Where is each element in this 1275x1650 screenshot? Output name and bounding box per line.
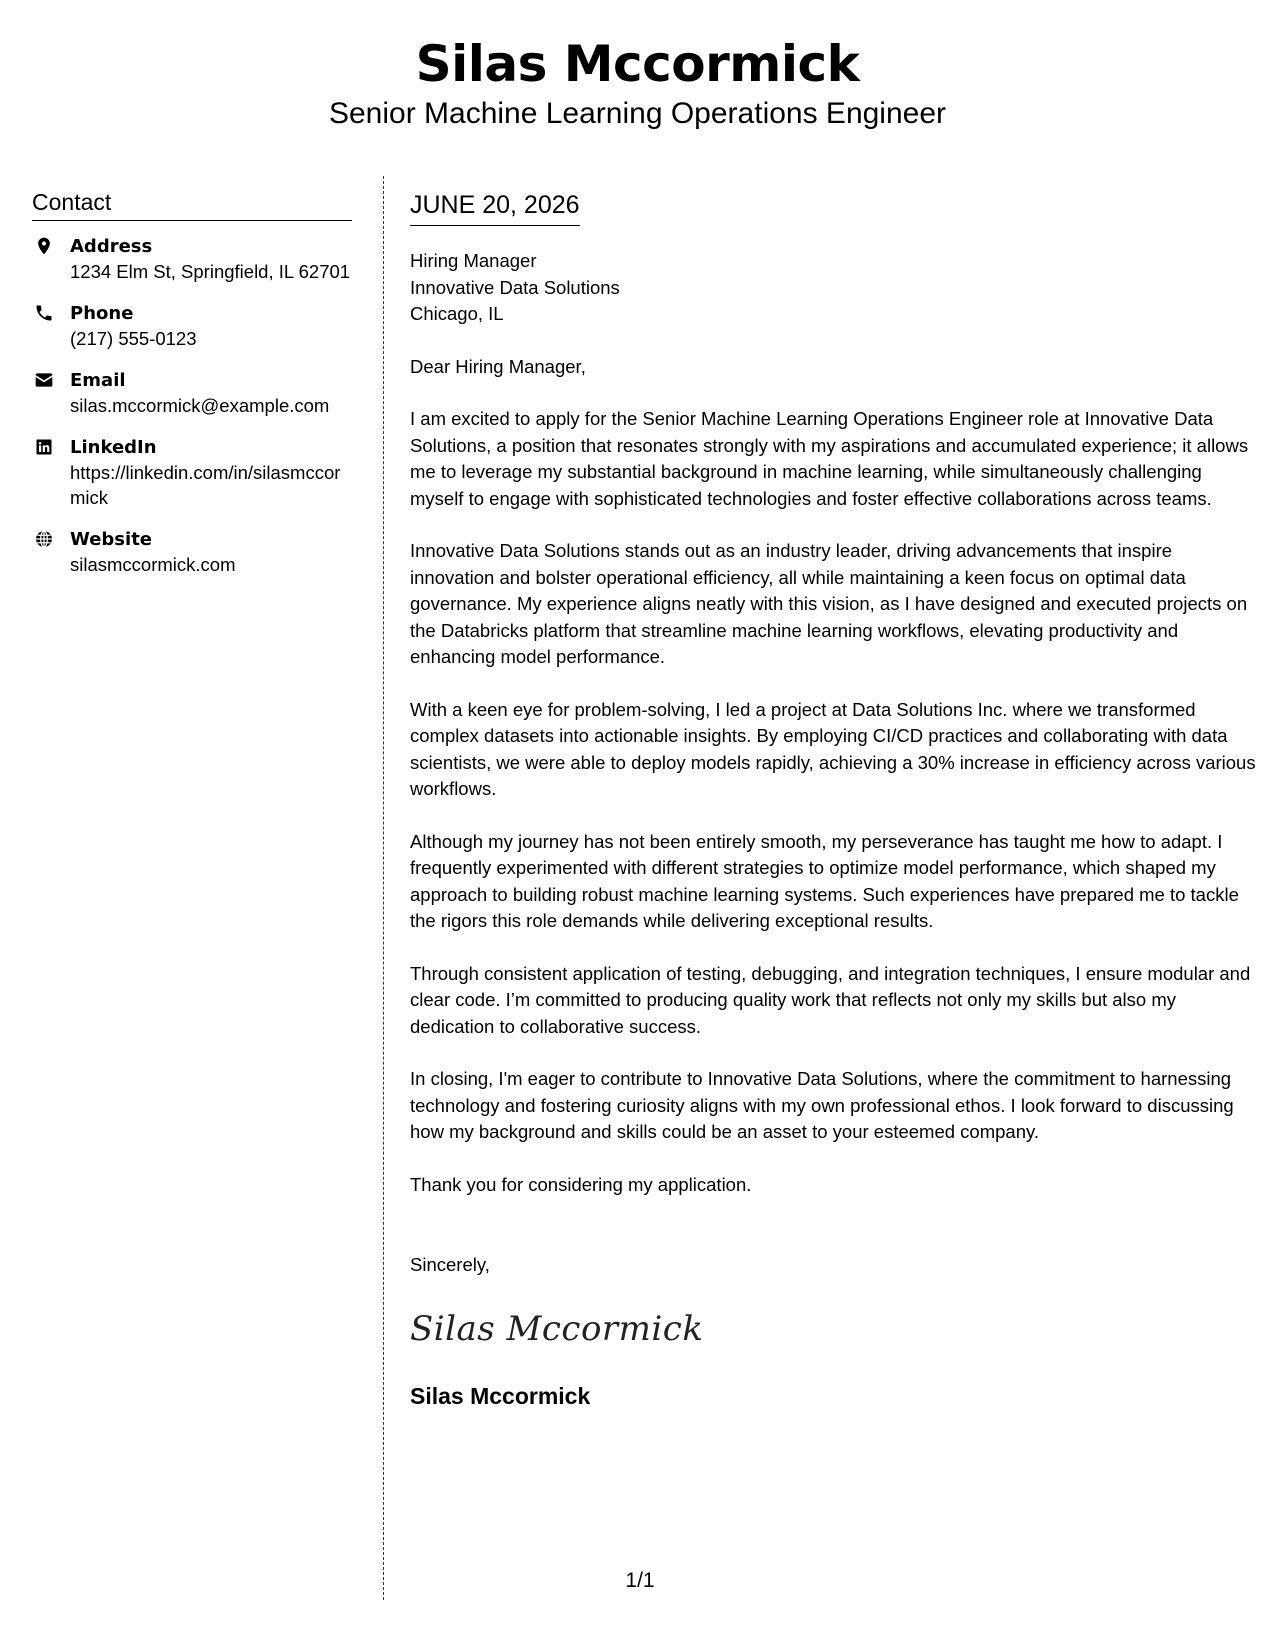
handwritten-signature: Silas Mccormick xyxy=(410,1308,704,1349)
contact-value: 1234 Elm St, Springfield, IL 62701 xyxy=(70,261,351,282)
letter-date: JUNE 20, 2026 xyxy=(410,190,580,226)
letter-body xyxy=(410,190,1256,1411)
letter-paragraph: Although my journey has not been entirely smooth, my perseverance has taught me how to adapt. I frequently experimented with different strategies to optimize model performance, which shaped my approach to building robust machine learning systems. Such experiences have prepared me to tackle the rigors this role demands while delivering exceptional results. xyxy=(410,830,1239,931)
contact-value: (217) 555-0123 xyxy=(70,328,197,349)
contact-label: Email xyxy=(70,370,126,391)
contact-phone xyxy=(32,302,352,351)
column-divider xyxy=(383,176,384,1600)
page-number: 1/1 xyxy=(625,1569,655,1592)
letter-paragraph: In closing, I'm eager to contribute to Innovative Data Solutions, where the commitment to harnessing technology and fostering curiosity aligns with my own professional ethos. I look forward to discussing how my background and skills could be an asset to your esteemed company. xyxy=(410,1068,1234,1142)
envelope-icon xyxy=(34,370,54,390)
recipient-block xyxy=(410,248,1256,328)
contact-label: Phone xyxy=(70,303,134,324)
letter-paragraph: Thank you for considering my application. xyxy=(410,1173,752,1195)
letter-paragraph: Innovative Data Solutions stands out as an industry leader, driving advancements that inspire innovation and bolster operational efficiency, all while maintaining a keen focus on optimal data governance. My experience aligns neatly with this vision, as I have designed and executed projects on the Databricks platform that streamline machine learning workflows, elevating productivity and enhancing model performance. xyxy=(410,540,1248,667)
contact-value: silasmccormick.com xyxy=(70,554,236,575)
closing: Sincerely, xyxy=(410,1254,490,1275)
letter-header xyxy=(0,32,1275,132)
recipient-line: Innovative Data Solutions xyxy=(410,276,620,298)
recipient-line: Hiring Manager xyxy=(410,250,537,271)
salutation: Dear Hiring Manager, xyxy=(410,355,586,377)
applicant-job-title: Senior Machine Learning Operations Engineer xyxy=(328,97,947,130)
contact-label: Website xyxy=(70,529,153,550)
contact-label: LinkedIn xyxy=(70,437,157,458)
contact-label: Address xyxy=(70,236,153,257)
contact-website xyxy=(32,528,352,577)
contact-email xyxy=(32,369,352,418)
contact-heading: Contact xyxy=(32,188,352,221)
contact-value: silas.mccormick@example.com xyxy=(70,395,330,416)
contact-address xyxy=(32,235,352,284)
linkedin-icon xyxy=(34,437,54,457)
recipient-line: Chicago, IL xyxy=(410,303,504,324)
contact-linkedin xyxy=(32,436,352,510)
letter-paragraph: I am excited to apply for the Senior Machine Learning Operations Engineer role at Innovative Data Solutions, a position that resonates strongly with my aspirations and accumulated experience; it allows me to leverage my substantial background in machine learning, while simultaneously challenging myself to engage with sophisticated technologies and foster effective collaborations across teams. xyxy=(410,408,1249,509)
globe-icon xyxy=(34,529,54,549)
map-pin-icon xyxy=(34,236,54,256)
signed-name: Silas Mccormick xyxy=(410,1382,591,1409)
phone-icon xyxy=(34,303,54,323)
contact-value: https://linkedin.com/in/silasmccormick xyxy=(70,462,341,508)
letter-paragraph: With a keen eye for problem-solving, I led a project at Data Solutions Inc. where we transformed complex datasets into actionable insights. By employing CI/CD practices and collaborating with data scientists, we were able to deploy models rapidly, achieving a 30% increase in efficiency across various workflows. xyxy=(410,698,1256,799)
applicant-name: Silas Mccormick xyxy=(415,35,860,93)
contact-sidebar xyxy=(32,188,352,595)
letter-paragraph: Through consistent application of testing, debugging, and integration techniques, I ensure modular and clear code. I’m committed to producing quality work that reflects not only my skills but also my dedication to collaborative success. xyxy=(410,962,1251,1037)
